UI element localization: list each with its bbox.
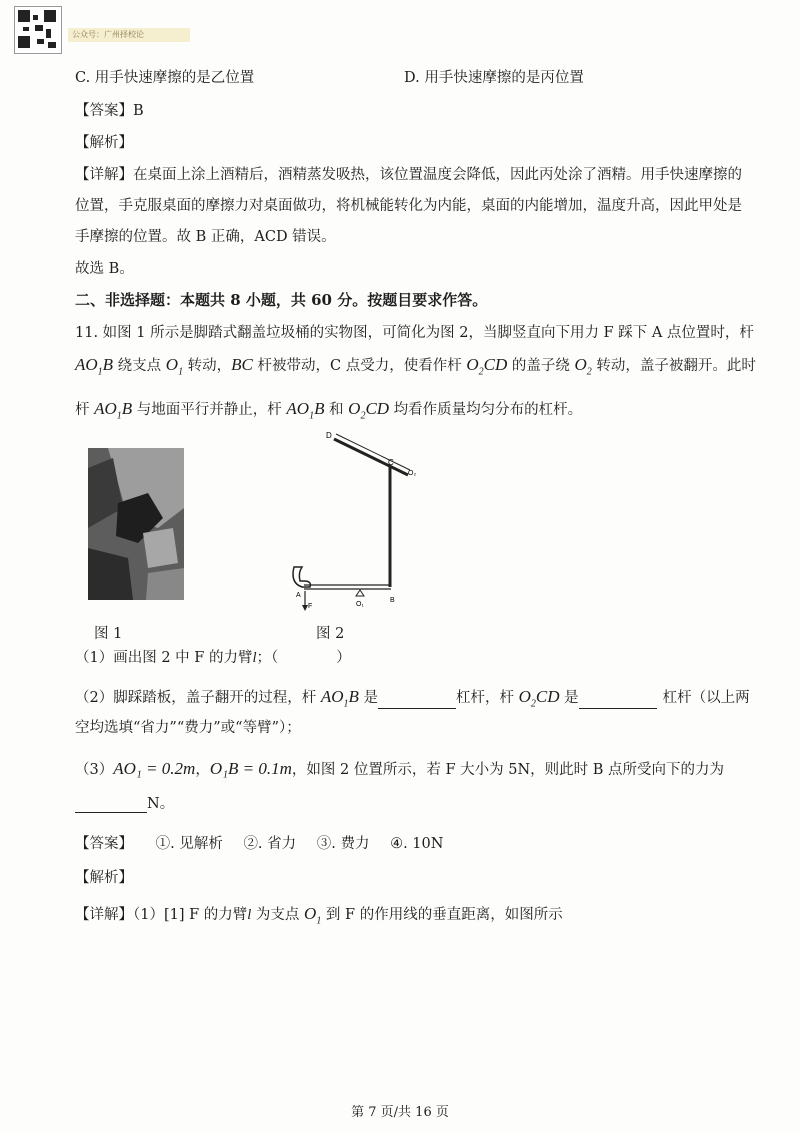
figure-2-caption: 图 2 bbox=[316, 626, 345, 642]
rod-ao1b: $AO_1B$ bbox=[320, 687, 359, 710]
lever-arm-symbol: l bbox=[247, 907, 252, 923]
answer-1: ①. 见解析 bbox=[155, 836, 223, 852]
q10-analysis-label: 【解析】 bbox=[75, 135, 133, 151]
figure-1-caption: 图 1 bbox=[94, 626, 123, 642]
detail-text: 在桌面上涂上酒精后，酒精蒸发吸热，该位置温度会降低，因此丙处涂了酒精。用手快速摩擦的 bbox=[133, 167, 742, 183]
label-d: D bbox=[326, 431, 332, 440]
q11-line-1: 11. 如图 1 所示是脚踏式翻盖垃圾桶的实物图，可简化为图 2，当脚竖直向下用力 F 踩下 A 点位置时，杆 bbox=[75, 325, 754, 341]
rod-ao1b: $AO_1B$ bbox=[94, 399, 133, 422]
q10-detail-line-1 bbox=[75, 163, 742, 184]
blank-1[interactable] bbox=[378, 708, 456, 709]
equation-o1b: O₁B = 0.1m bbox=[209, 759, 292, 778]
label-f: F bbox=[308, 603, 313, 610]
blank-3[interactable] bbox=[75, 812, 147, 813]
q10-conclusion: 故选 B。 bbox=[75, 261, 134, 277]
header-banner: 公众号：广州择校论 bbox=[68, 28, 190, 42]
rod-o2cd: $O_2CD$ bbox=[466, 355, 508, 378]
pedal-shape bbox=[293, 567, 310, 587]
q11-sub-3: （3）AO₁ = 0.2m，O₁B = 0.1m，如图 2 位置所示，若 F 大小为 5N，则此时 B 点所受向下的力为 bbox=[75, 759, 725, 778]
figure-1-photo bbox=[88, 448, 184, 600]
q11-line-3: 杆 $AO_1B$ 与地面平行并静止，杆 $AO_1B$ 和 $O_2CD$ 均看作质量均匀分布的杠杆。 bbox=[75, 399, 583, 422]
q11-sub-2: （2）脚踩踏板，盖子翻开的过程，杆 $AO_1B$ 是 杠杆，杆 $O_2CD$ 是 杠杆（以上两 bbox=[75, 687, 750, 710]
label-a: A bbox=[296, 592, 301, 599]
blank-2[interactable] bbox=[579, 708, 657, 709]
q11-sub-2-line-2: 空均选填“省力”“费力”或“等臂”）； bbox=[75, 720, 301, 736]
pivot-o1: $O_1$ bbox=[304, 904, 322, 927]
q11-analysis-label: 【解析】 bbox=[75, 870, 133, 886]
label-b: B bbox=[390, 597, 395, 604]
rod-o2cd: $O_2CD$ bbox=[348, 399, 390, 422]
q10-answer bbox=[75, 99, 144, 120]
option-d: D. 用手快速摩擦的是丙位置 bbox=[404, 70, 584, 86]
q11-sub-1: （1）画出图 2 中 F 的力臂l；（ ） bbox=[75, 650, 351, 666]
q10-detail-line-2: 位置，手克服桌面的摩擦力对桌面做功，将机械能转化为内能，桌面的内能增加，温度升高，因此甲处是 bbox=[75, 198, 742, 214]
equation-ao1: AO₁ = 0.2m bbox=[113, 759, 196, 778]
q11-sub-3-line-2: N。 bbox=[75, 792, 174, 813]
rod-ao1b: $AO_1B$ bbox=[75, 355, 114, 378]
q10-detail-line-3: 手摩擦的位置。故 B 正确，ACD 错误。 bbox=[75, 229, 336, 245]
label-o1: O₁ bbox=[356, 601, 364, 608]
pivot-o1-mark bbox=[356, 590, 364, 596]
option-c: C. 用手快速摩擦的是乙位置 bbox=[75, 70, 255, 86]
lid-rod bbox=[334, 439, 408, 475]
lid-rod-edge bbox=[336, 434, 410, 470]
page-number: 第 7 页/共 16 页 bbox=[351, 1105, 449, 1120]
q11-detail: 【详解】（1）[1] F 的力臂l 为支点 $O_1$ 到 F 的作用线的垂直距离，如图所示 bbox=[75, 904, 563, 927]
pivot-o2: $O_2$ bbox=[574, 355, 592, 378]
label-o2: O₂ bbox=[408, 470, 417, 477]
qr-code-image bbox=[14, 6, 62, 54]
rod-o2cd: $O_2CD$ bbox=[518, 687, 560, 710]
answer-value: B bbox=[133, 103, 144, 119]
answer-4: ④. 10N bbox=[390, 836, 444, 852]
figure-2-diagram bbox=[280, 425, 430, 615]
answer-3: ③. 费力 bbox=[316, 836, 370, 852]
section-title: 二、非选择题：本题共 8 小题，共 60 分。按题目要求作答。 bbox=[75, 291, 488, 309]
q11-answer: 【答案】 ①. 见解析 ②. 省力 ③. 费力 ④. 10N bbox=[75, 836, 444, 852]
rod-ao1b: $AO_1B$ bbox=[286, 399, 325, 422]
answer-label: 【答案】 bbox=[75, 103, 133, 119]
answer-2: ②. 省力 bbox=[243, 836, 297, 852]
detail-label: 【详解】 bbox=[75, 167, 133, 183]
q11-line-2: $AO_1B$ 绕支点 $O_1$ 转动，BC 杆被带动，C 点受力，使看作杆 $O_2CD$ 的盖子绕 $O_2$ 转动，盖子被翻开。此时 bbox=[75, 355, 756, 378]
label-c: C bbox=[388, 458, 394, 467]
pivot-o1: $O_1$ bbox=[165, 355, 184, 378]
lever-arm-symbol: l bbox=[252, 650, 257, 666]
rod-bc: BC bbox=[231, 355, 253, 374]
